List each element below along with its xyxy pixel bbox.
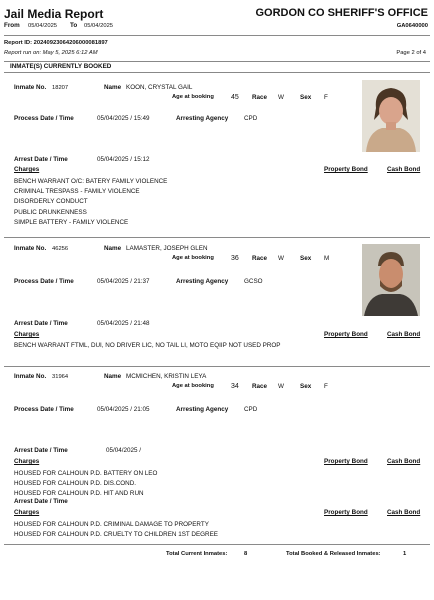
inmate-no: 31964 xyxy=(52,374,69,380)
process-datetime: 05/04/2025 / 21:05 xyxy=(97,406,150,413)
inmate-race: W xyxy=(278,255,284,262)
inmate-age: 36 xyxy=(231,255,239,262)
charge-item: PUBLIC DRUNKENNESS xyxy=(14,208,87,216)
arrest-label: Arrest Date / Time xyxy=(14,498,68,505)
sex-label: Sex xyxy=(300,94,312,101)
age-label: Age at booking xyxy=(172,383,214,389)
footer-divider xyxy=(4,544,430,545)
arrest-datetime: 05/04/2025 / 21:48 xyxy=(97,320,150,327)
race-label: Race xyxy=(252,255,268,262)
charge-item: CRIMINAL TRESPASS - FAMILY VIOLENCE xyxy=(14,188,140,196)
process-datetime: 05/04/2025 / 15:49 xyxy=(97,115,150,122)
sex-label: Sex xyxy=(300,255,312,262)
arresting-label: Arresting Agency xyxy=(176,278,229,285)
inmate-race: W xyxy=(278,94,284,101)
charge-item: DISORDERLY CONDUCT xyxy=(14,198,88,206)
name-label: Name xyxy=(104,245,122,252)
to-date: 05/04/2025 xyxy=(84,23,114,29)
total-booked-value: 1 xyxy=(403,551,407,557)
charge-item: HOUSED FOR CALHOUN P.D. HIT AND RUN xyxy=(14,490,144,498)
name-label: Name xyxy=(104,84,122,91)
process-label: Process Date / Time xyxy=(14,278,74,285)
charges-label: Charges xyxy=(14,509,40,516)
inmate-no: 46256 xyxy=(52,246,69,252)
inmate-no-label: Inmate No. xyxy=(14,84,47,91)
record-divider xyxy=(4,237,430,238)
race-label: Race xyxy=(252,94,268,101)
mugshot-photo xyxy=(362,244,420,316)
from-label: From xyxy=(4,22,20,29)
inmate-age: 45 xyxy=(231,94,239,101)
page-number: Page 2 of 4 xyxy=(396,50,426,56)
charge-item: BENCH WARRANT O/C: BATERY FAMILY VIOLENCE xyxy=(14,178,168,185)
property-bond-label: Property Bond xyxy=(324,166,368,173)
age-label: Age at booking xyxy=(172,255,214,261)
charge-item: BENCH WARRANT FTML, DUI, NO DRIVER LIC, NO TAIL LI, MOTO EQIIP NOT USED PROP xyxy=(14,342,281,349)
inmate-sex: F xyxy=(324,94,328,101)
process-label: Process Date / Time xyxy=(14,115,74,122)
arresting-agency: GCSO xyxy=(244,278,263,285)
inmate-name: LAMASTER, JOSEPH GLEN xyxy=(126,245,208,252)
arresting-agency: CPD xyxy=(244,406,258,413)
charge-item: SIMPLE BATTERY - FAMILY VIOLENCE xyxy=(14,218,129,226)
inmate-name: KOON, CRYSTAL GAIL xyxy=(126,84,193,91)
to-label: To xyxy=(70,22,78,29)
inmate-no-label: Inmate No. xyxy=(14,373,47,380)
arrest-datetime: 05/04/2025 / 15:12 xyxy=(97,156,150,163)
charge-item: HOUSED FOR CALHOUN P.D. CRUELTY TO CHILDREN 1ST DEGREE xyxy=(14,531,218,539)
mugshot-photo xyxy=(362,80,420,152)
report-id: Report ID: 20240923064206000081897 xyxy=(4,40,108,46)
charge-item: HOUSED FOR CALHOUN P.D. CRIMINAL DAMAGE TO PROPERTY xyxy=(14,521,209,528)
charge-item: HOUSED FOR CALHOUN P.D. DIS.COND. xyxy=(14,480,136,488)
arresting-agency: CPD xyxy=(244,115,258,122)
charges-label: Charges xyxy=(14,458,40,465)
cash-bond-label: Cash Bond xyxy=(387,166,421,173)
arresting-label: Arresting Agency xyxy=(176,115,229,122)
arrest-label: Arrest Date / Time xyxy=(14,320,68,327)
agency-name: GORDON CO SHERIFF'S OFFICE xyxy=(255,7,428,19)
total-current-label: Total Current Inmates: xyxy=(166,551,228,557)
inmate-race: W xyxy=(278,383,284,390)
inmate-age: 34 xyxy=(231,383,239,390)
age-label: Age at booking xyxy=(172,94,214,100)
arrest-label: Arrest Date / Time xyxy=(14,447,68,454)
cash-bond-label: Cash Bond xyxy=(387,458,421,465)
charges-label: Charges xyxy=(14,331,40,338)
charges-label: Charges xyxy=(14,166,40,173)
inmate-name: MCMICHEN, KRISTIN LEYA xyxy=(126,373,207,380)
cash-bond-label: Cash Bond xyxy=(387,331,421,338)
charge-list xyxy=(14,177,167,228)
cash-bond-label: Cash Bond xyxy=(387,509,421,516)
arresting-label: Arresting Agency xyxy=(176,406,229,413)
arrest-datetime: 05/04/2025 / xyxy=(106,447,142,454)
total-booked-label: Total Booked & Released Inmates: xyxy=(286,551,381,557)
process-datetime: 05/04/2025 / 21:37 xyxy=(97,278,150,285)
charge-item: HOUSED FOR CALHOUN P.D. BATTERY ON LEO xyxy=(14,470,158,477)
ori-code: GA0640000 xyxy=(396,23,428,29)
record-divider xyxy=(4,366,430,367)
property-bond-label: Property Bond xyxy=(324,509,368,516)
process-label: Process Date / Time xyxy=(14,406,74,413)
inmate-sex: M xyxy=(324,255,330,262)
property-bond-label: Property Bond xyxy=(324,331,368,338)
arrest-label: Arrest Date / Time xyxy=(14,156,68,163)
total-current-value: 8 xyxy=(244,551,248,557)
charge-list xyxy=(14,520,218,540)
section-title: INMATE(S) CURRENTLY BOOKED xyxy=(10,63,112,70)
name-label: Name xyxy=(104,373,122,380)
sex-label: Sex xyxy=(300,383,312,390)
inmate-no: 18207 xyxy=(52,85,69,91)
from-date: 05/04/2025 xyxy=(28,23,58,29)
charge-list xyxy=(14,341,281,351)
race-label: Race xyxy=(252,383,268,390)
property-bond-label: Property Bond xyxy=(324,458,368,465)
inmate-sex: F xyxy=(324,383,328,390)
inmate-no-label: Inmate No. xyxy=(14,245,47,252)
charge-list xyxy=(14,469,157,500)
header-divider xyxy=(4,35,430,36)
report-title: Jail Media Report xyxy=(4,7,104,21)
report-run-on: Report run on: May 5, 2025 6:12 AM xyxy=(4,50,98,56)
